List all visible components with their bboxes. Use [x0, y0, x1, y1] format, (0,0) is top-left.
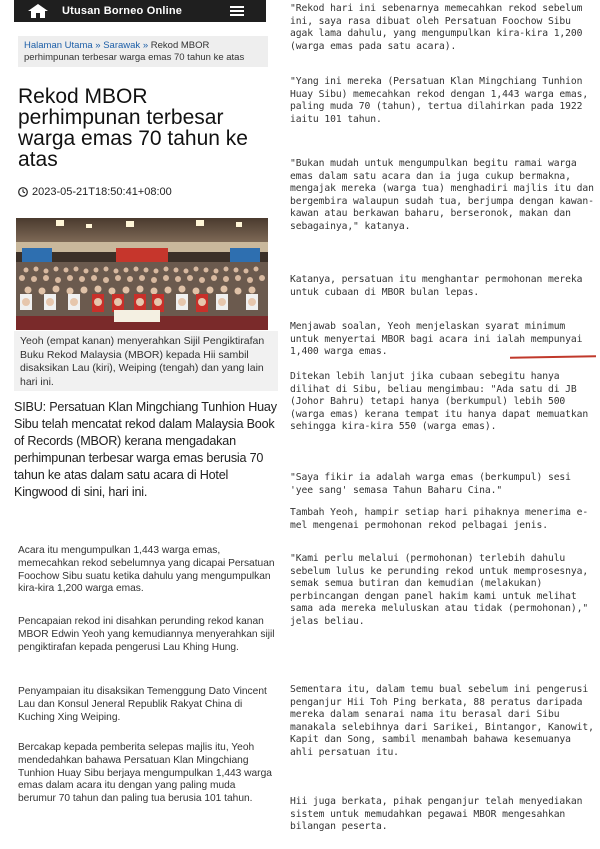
article-paragraph: "Bukan mudah untuk mengumpulkan begitu ramai warga emas dalam satu acara dan ia juga cukup bermakna, mengajak mereka (warga tua) menghadiri majlis itu dan bergembira walaupun sudah tua, berjumpa dengan kawan-kawan atau berkawan baharu, berseronok, makan dan sebagainya," katanya. — [290, 158, 594, 232]
right-column — [290, 0, 600, 849]
article-paragraph: Katanya, persatuan itu menghantar permohonan mereka untuk cubaan di MBOR bulan lepas. — [290, 274, 583, 298]
site-header — [14, 0, 266, 22]
article-paragraph: Sementara itu, dalam temu bual sebelum ini pengerusi penganjur Hii Toh Ping berkata, 88 peratus daripada mereka dalam senarai nama itu berasal dari Sibu manakala selebihnya dari Sarikei, Bintangor, Kanowit, Kapit dan Song, sambil menambah bahawa kesemuanya ahli persatuan itu. — [290, 684, 594, 758]
article-date-text: 2023-05-21T18:50:41+08:00 — [32, 186, 172, 198]
article-paragraph: "Rekod hari ini sebenarnya memecahkan rekod sebelum ini, saya rasa dibuat oleh Persatuan Foochow Sibu agak lama dahulu, yang mengumpulkan kira-kira 1,200 (warga emas pada satu acara). — [290, 3, 583, 52]
hamburger-menu-icon[interactable] — [230, 6, 244, 16]
article-paragraph: "Yang ini mereka (Persatuan Klan Mingchiang Tunhion Huay Sibu) memecahkan rekod dengan 1,443 warga emas, paling muda 70 (tahun), tertua dilahirkan pada 1922 iaitu 101 tahun. — [290, 76, 589, 125]
breadcrumb — [18, 36, 268, 67]
breadcrumb-home-link[interactable]: Halaman Utama — [24, 40, 93, 51]
site-brand[interactable]: Utusan Borneo Online — [62, 5, 183, 17]
breadcrumb-current: Rekod MBOR perhimpunan terbesar warga emas 70 tahun ke atas — [24, 40, 245, 63]
breadcrumb-section-link[interactable]: Sarawak — [103, 40, 141, 51]
home-icon[interactable] — [28, 4, 48, 18]
article-paragraph: Bercakap kepada pemberita selepas majlis itu, Yeoh mendedahkan bahawa Persatuan Klan Mingchiang Tunhion Huay Sibu berjaya mengumpulkan 1,443 warga emas dalam acara itu dengan yang paling muda berumur 70 tahun dan paling tua berusia 101 tahun. — [18, 742, 272, 805]
article-paragraph: Tambah Yeoh, hampir setiap hari pihaknya menerima e-mel mengenai permohonan rekod pelbagai jenis. — [290, 507, 589, 531]
article-paragraph: Acara itu mengumpulkan 1,443 warga emas, memecahkan rekod sebelumnya yang dicapai Persatuan Foochow Sibu suatu ketika dahulu yang mengumpulkan kira-kira 1,200 warga emas. — [18, 545, 275, 595]
article-paragraph: Menjawab soalan, Yeoh menjelaskan syarat minimum untuk menyertai MBOR bagi acara ini ialah mempunyai 1,400 warga emas. — [290, 321, 583, 358]
breadcrumb-separator: » — [142, 40, 149, 51]
photo-caption: Yeoh (empat kanan) menyerahkan Sijil Pengiktirafan Buku Rekod Malaysia (MBOR) kepada Hii sambil disaksikan Lau (kiri), Weiping (tengah) dan yang lain hari ini. — [14, 331, 278, 391]
article-paragraph: Pencapaian rekod ini disahkan perunding rekod kanan MBOR Edwin Yeoh yang kemudiannya menyerahkan sijil pengiktirafan kepada pengerusi Lau Khing Hung. — [18, 616, 275, 653]
article-paragraph: Penyampaian itu disaksikan Temenggung Dato Vincent Lau dan Konsul Jeneral Republik Rakyat China di Kuching Xing Weiping. — [18, 686, 267, 723]
article-paragraph: "Kami perlu melalui (permohonan) terlebih dahulu sebelum lulus ke perunding rekod untuk memprosesnya, semak semua butiran dan kemudian (melakukan) perbincangan dengan panel hakim kami untuk melihat sama ada mereka meluluskan atau tidak (permohonan)," jelas beliau. — [290, 553, 589, 627]
article-paragraph: Hii juga berkata, pihak penganjur telah menyediakan sistem untuk memudahkan pegawai MBOR mengesahkan bilangan peserta. — [290, 796, 583, 833]
article-photo — [16, 218, 268, 330]
article-paragraph: Ditekan lebih lanjut jika cubaan sebegitu hanya dilihat di Sibu, beliau mengimbau: "Ada satu di JB (Johor Bahru) tetapi hanya (berkumpul) lebih 500 (warga emas) kerana tempat itu hanya dapat memuatkan sehingga kira-kira 550 (warga emas). — [290, 371, 589, 433]
clock-icon — [18, 187, 28, 197]
article-date — [18, 186, 172, 198]
breadcrumb-separator: » — [95, 40, 101, 51]
left-column — [0, 0, 283, 849]
article-lead: SIBU: Persatuan Klan Mingchiang Tunhion Huay Sibu telah mencatat rekod dalam Malaysia Book of Records (MBOR) kerana mengadakan perhimpunan terbesar warga emas berusia 70 tahun ke atas dalam satu acara di Hotel Kingwood di sini, hari ini. — [14, 400, 277, 499]
article-paragraph: "Saya fikir ia adalah warga emas (berkumpul) sesi 'yee sang' semasa Tahun Baharu Cina." — [290, 472, 571, 496]
article-title: Rekod MBOR perhimpunan terbesar warga emas 70 tahun ke atas — [18, 85, 248, 171]
